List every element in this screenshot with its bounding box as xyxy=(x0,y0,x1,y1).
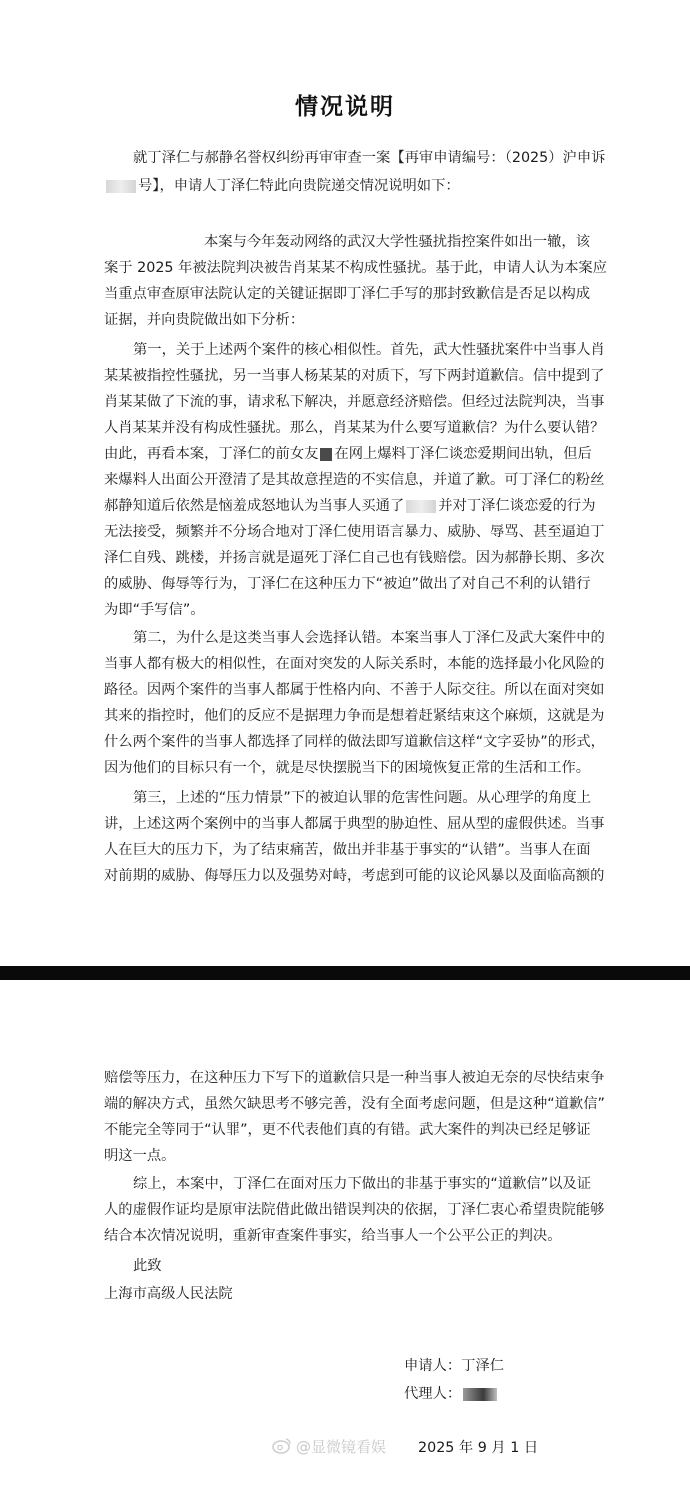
text-segment: 端的解决方式，虽然欠缺思考不够完善，没有全面考虑问题，但是这种“道歉信” xyxy=(104,1096,605,1112)
text-line xyxy=(104,1200,604,1220)
text-line xyxy=(104,574,591,594)
text-segment: 其来的指控时，他们的反应不是据理力争而是想着赶紧结束这个麻烦，这就是为 xyxy=(104,708,605,724)
text-segment: 人在巨大的压力下，为了结束痛苦，做出并非基于事实的“认错”。当事人在面 xyxy=(104,842,591,858)
text-line xyxy=(204,232,590,252)
text-line xyxy=(104,1146,175,1166)
text-segment: 无法接受，频繁并不分场合地对丁泽仁使用语言暴力、威胁、辱骂、甚至逼迫丁 xyxy=(104,524,605,540)
text-segment: 第三，上述的“压力情景”下的被迫认罪的危害性问题。从心理学的角度上 xyxy=(133,790,592,806)
text-line xyxy=(104,1120,591,1140)
text-line xyxy=(104,866,604,886)
text-line xyxy=(104,1094,605,1114)
text-segment: 结合本次情况说明，重新审查案件事实，给当事人一个公平公正的判决。 xyxy=(104,1228,562,1244)
text-segment: 的威胁、侮辱等行为，丁泽仁在这种压力下“被迫”做出了对自己不利的认错行 xyxy=(104,576,591,592)
redaction-mark xyxy=(406,500,436,513)
text-segment: 为即“手写信”。 xyxy=(104,602,205,618)
text-segment: 来爆料人出面公开澄清了是其故意捏造的不实信息，并道了歉。可丁泽仁的粉丝 xyxy=(104,472,605,488)
text-line xyxy=(104,470,604,490)
text-segment: 案于 2025 年被法院判决被告肖某某不构成性骚扰。基于此，申请人认为本案应 xyxy=(104,260,607,276)
weibo-logo-icon xyxy=(272,1436,292,1454)
text-line xyxy=(133,628,605,648)
text-segment: 就丁泽仁与郝静名誉权纠纷再审审查一案【再审申请编号：（2025）沪申诉 xyxy=(133,150,606,166)
text-line xyxy=(133,340,605,360)
redaction-mark xyxy=(320,448,332,461)
page-separator xyxy=(0,966,690,980)
text-segment: 讲，上述这两个案例中的当事人都属于典型的胁迫性、屈从型的虚假供述。当事 xyxy=(104,816,605,832)
agent-label: 代理人： xyxy=(404,1386,462,1402)
text-segment: 本案与今年轰动网络的武汉大学性骚扰指控案件如出一辙，该 xyxy=(204,234,591,250)
text-line xyxy=(104,732,605,752)
text-line xyxy=(104,840,591,860)
text-line xyxy=(104,392,604,412)
document-page-2 xyxy=(0,980,690,1493)
text-segment: 某某被指控性骚扰，另一当事人杨某某的对质下，写下两封道歉信。信中提到了 xyxy=(104,368,605,384)
text-segment: 因为他们的目标只有一个，就是尽快摆脱当下的困境恢复正常的生活和工作。 xyxy=(104,760,591,776)
text-segment: 人肖某某并没有构成性骚扰。那么，肖某某为什么要写道歉信？为什么要认错？ xyxy=(104,420,605,436)
text-segment: 此致 xyxy=(133,1258,162,1274)
text-segment: 泽仁自残、跳楼，并扬言就是逼死丁泽仁自己也有钱赔偿。因为郝静长期、多次 xyxy=(104,550,605,566)
text-line xyxy=(133,1256,162,1276)
text-line xyxy=(104,706,604,726)
text-line xyxy=(104,496,596,516)
text-segment: 什么两个案件的当事人都选择了同样的做法即写道歉信这样“文字妥协”的形式， xyxy=(104,734,605,750)
text-segment: 上海市高级人民法院 xyxy=(104,1286,233,1302)
text-segment: 当重点审查原审法院认定的关键证据即丁泽仁手写的那封致歉信是否足以构成 xyxy=(104,286,591,302)
text-segment: 证据，并向贵院做出如下分析： xyxy=(104,312,305,328)
agent-signature xyxy=(404,1384,499,1404)
text-line xyxy=(104,1284,233,1304)
document-date xyxy=(418,1438,538,1458)
text-line xyxy=(104,758,590,778)
text-segment: 当事人都有极大的相似性，在面对突发的人际关系时，本能的选择最小化风险的 xyxy=(104,656,605,672)
text-segment: 综上，本案中，丁泽仁在面对压力下做出的非基于事实的“道歉信”以及证 xyxy=(133,1176,592,1192)
text-segment: 在网上爆料丁泽仁谈恋爱期间出轨，但后 xyxy=(334,446,592,462)
text-segment: 路径。因两个案件的当事人都属于性格内向、不善于人际交往。所以在面对突如 xyxy=(104,682,605,698)
text-segment: 不能完全等同于“认罪”，更不代表他们真的有错。武大案件的判决已经足够证 xyxy=(104,1122,591,1138)
text-segment: 号】，申请人丁泽仁特此向贵院递交情况说明如下： xyxy=(138,178,460,194)
text-segment: 人的虚假作证均是原审法院借此做出错误判决的依据，丁泽仁衷心希望贵院能够 xyxy=(104,1202,605,1218)
watermark-text: @显微镜看娱 xyxy=(296,1438,387,1456)
text-line xyxy=(104,600,205,620)
text-line xyxy=(104,680,604,700)
text-line xyxy=(104,1226,562,1246)
text-line xyxy=(104,1068,604,1088)
text-segment: 对前期的威胁、侮辱压力以及强势对峙，考虑到可能的议论风暴以及面临高额的 xyxy=(104,868,605,884)
text-line xyxy=(104,418,604,438)
text-line xyxy=(104,444,592,464)
redaction-mark xyxy=(106,180,136,193)
text-line xyxy=(104,310,304,330)
applicant-signature xyxy=(404,1356,504,1376)
text-line xyxy=(104,258,607,278)
text-line xyxy=(104,814,604,834)
text-line xyxy=(133,148,605,168)
text-line xyxy=(104,522,604,542)
text-line xyxy=(133,1174,591,1194)
document-title: 情况说明 xyxy=(295,94,395,120)
text-segment: 由此，再看本案，丁泽仁的前女友 xyxy=(104,446,319,462)
text-line xyxy=(104,284,590,304)
redacted-agent-name xyxy=(463,1388,497,1401)
text-segment: 肖某某做了下流的事，请求私下解决，并愿意经济赔偿。但经过法院判决，当事 xyxy=(104,394,605,410)
date-text: 2025 年 9 月 1 日 xyxy=(418,1440,539,1456)
text-line xyxy=(104,654,604,674)
text-segment: 并对丁泽仁谈恋爱的行为 xyxy=(438,498,596,514)
text-line xyxy=(133,788,591,808)
text-segment: 第二，为什么是这类当事人会选择认错。本案当事人丁泽仁及武大案件中的 xyxy=(133,630,605,646)
text-line xyxy=(104,176,460,196)
text-segment: 郝静知道后依然是恼羞成怒地认为当事人买通了 xyxy=(104,498,405,514)
text-segment: 第一，关于上述两个案件的核心相似性。首先，武大性骚扰案件中当事人肖 xyxy=(133,342,605,358)
applicant-label: 申请人：丁泽仁 xyxy=(404,1358,505,1374)
text-segment: 赔偿等压力，在这种压力下写下的道歉信只是一种当事人被迫无奈的尽快结束争 xyxy=(104,1070,605,1086)
text-line xyxy=(104,548,604,568)
text-line xyxy=(104,366,604,386)
text-segment: 明这一点。 xyxy=(104,1148,176,1164)
